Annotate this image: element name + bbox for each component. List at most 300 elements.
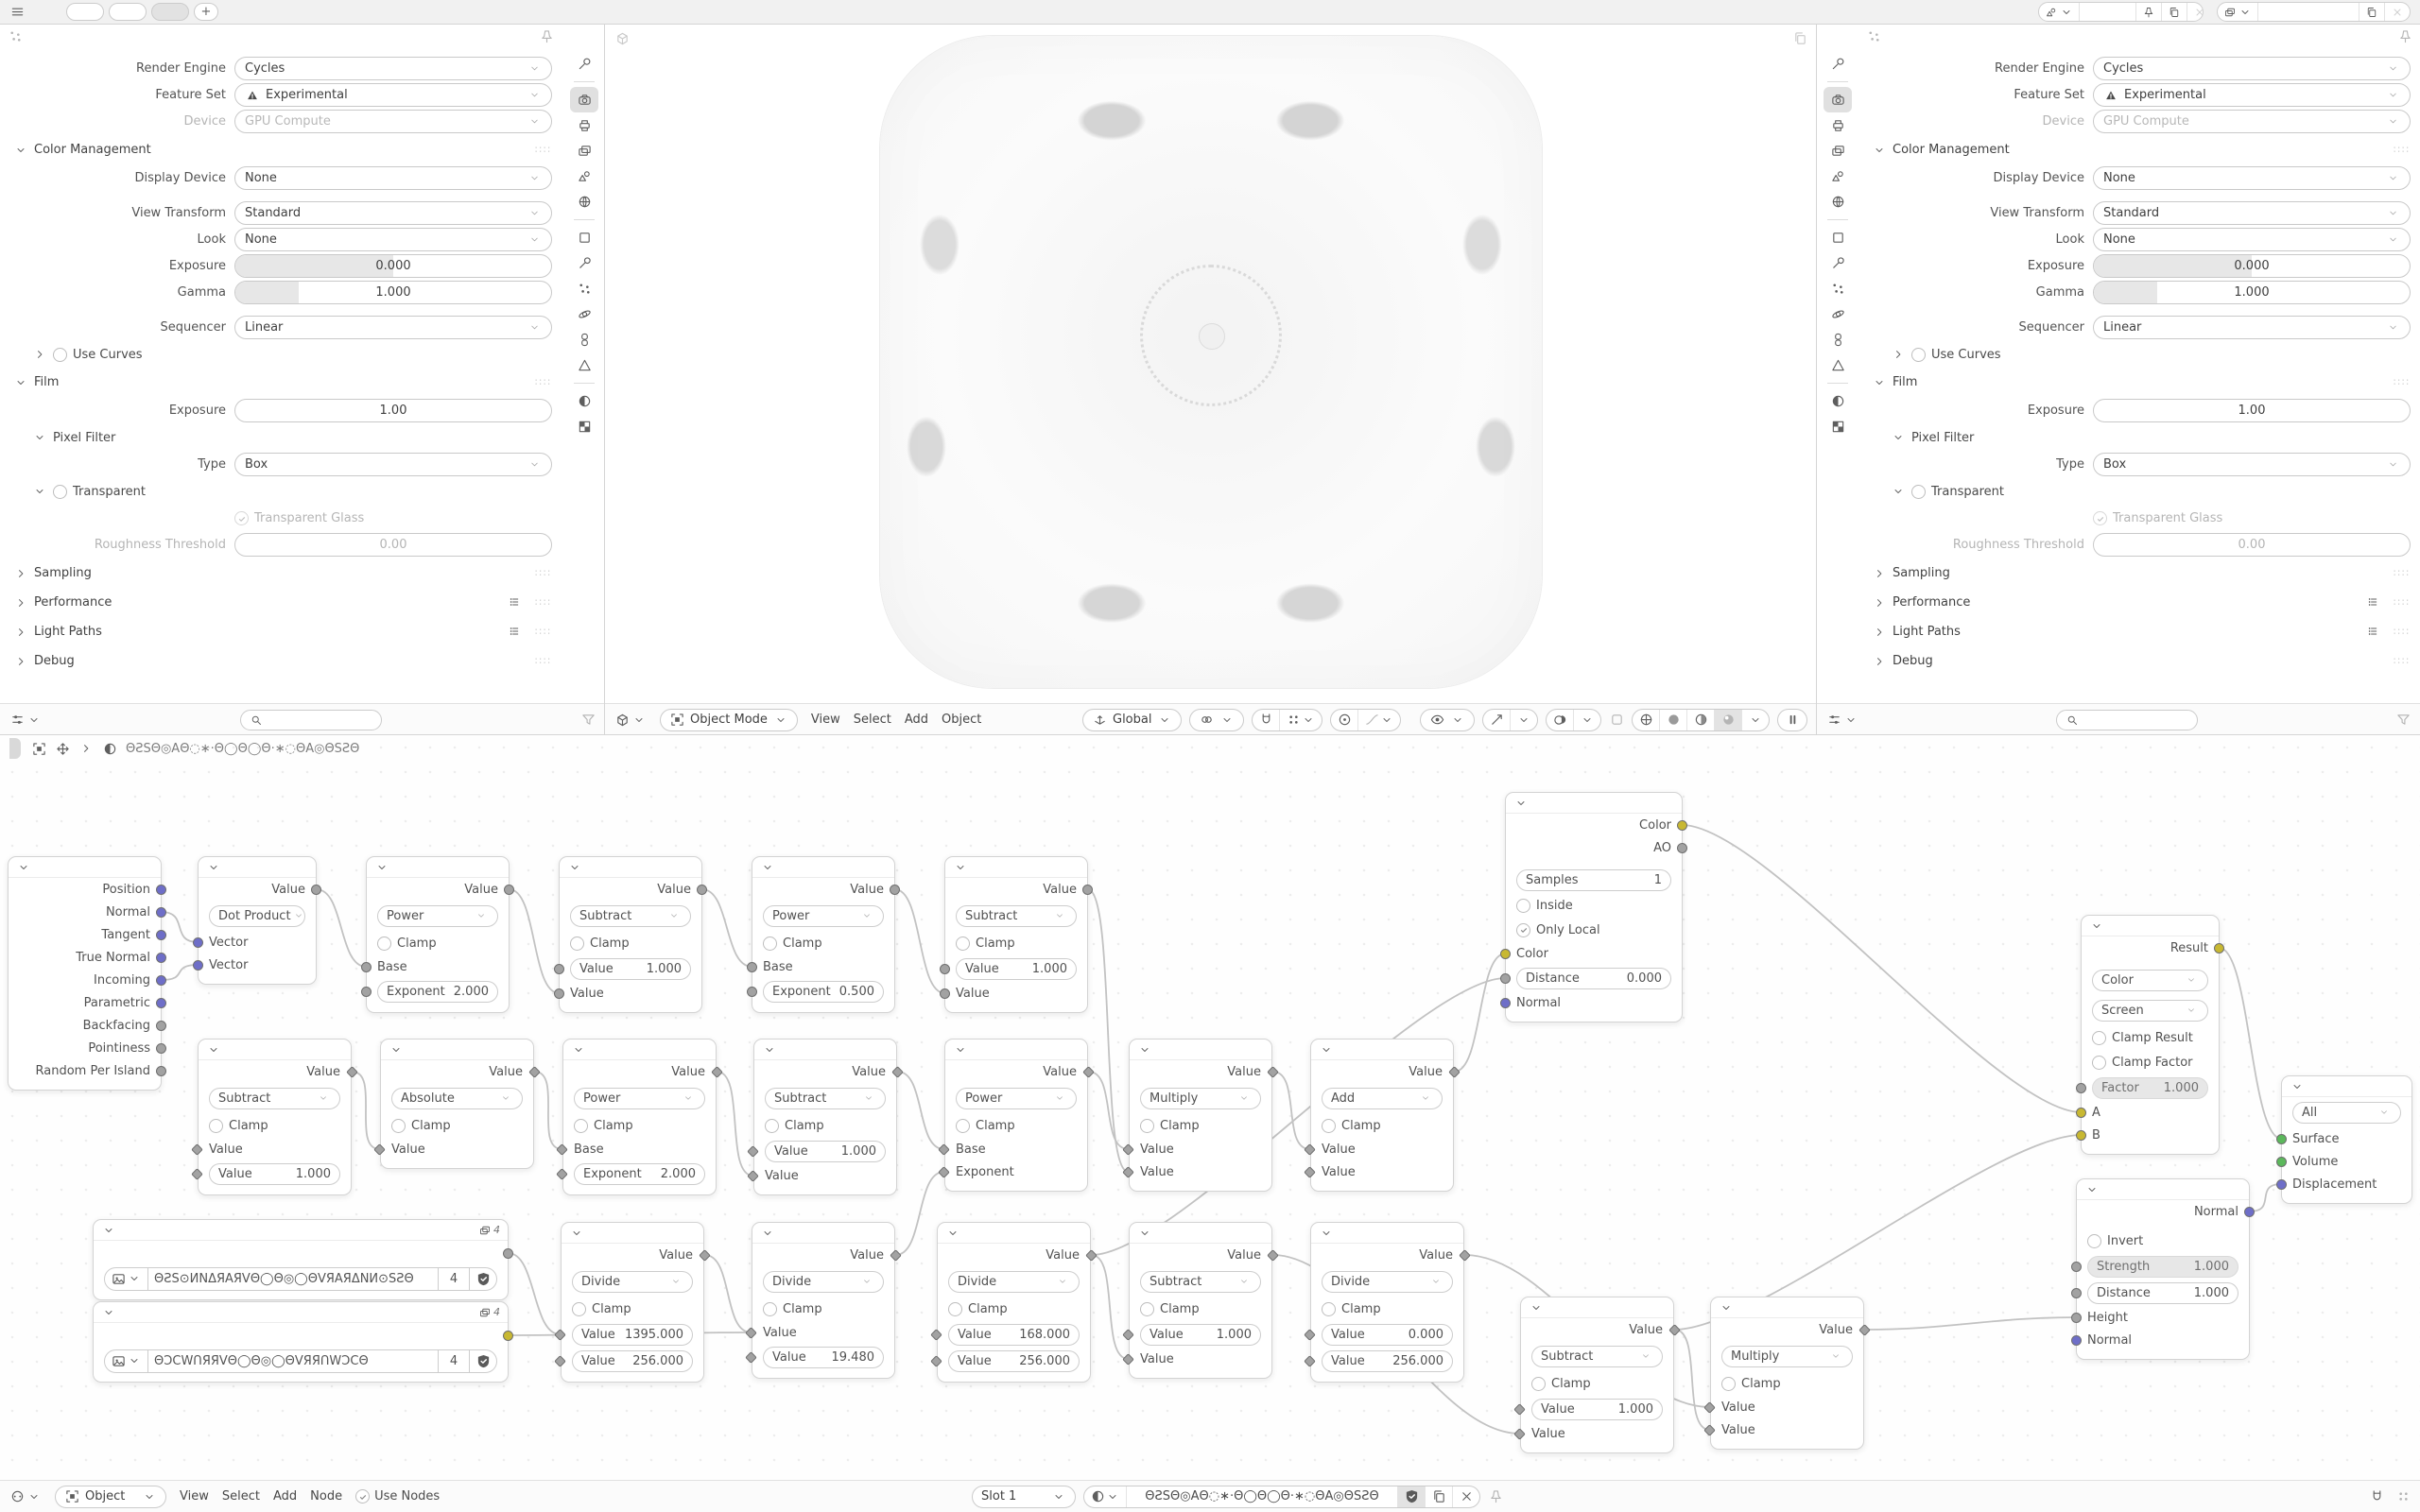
editor-type-button[interactable] xyxy=(614,713,647,728)
power-enum[interactable]: Power xyxy=(377,905,498,927)
transparent-glass-checkbox[interactable]: Transparent Glass xyxy=(234,507,364,530)
new-workspace-tab[interactable]: + xyxy=(194,3,218,21)
image-users-count[interactable]: 4 xyxy=(438,1267,470,1291)
properties-tab-texture[interactable] xyxy=(570,414,598,439)
pause-render-button[interactable] xyxy=(1777,709,1807,731)
clamp-checkbox[interactable]: Clamp xyxy=(563,1113,716,1138)
node-header[interactable] xyxy=(1311,1040,1453,1060)
clamp-checkbox[interactable]: Clamp xyxy=(752,931,894,955)
image-browse[interactable] xyxy=(104,1267,148,1291)
scene-selector[interactable] xyxy=(2038,2,2204,22)
transform-orientation-select[interactable]: Global xyxy=(1082,709,1182,731)
collapse-icon[interactable] xyxy=(374,860,389,875)
section-light-paths[interactable]: Light Paths ∷∷ xyxy=(0,617,562,646)
socket-value2[interactable] xyxy=(554,988,564,999)
section-debug[interactable]: Debug ∷∷ xyxy=(1858,646,2420,676)
options-icon[interactable] xyxy=(2395,1489,2411,1504)
snapping-icon[interactable] xyxy=(2369,1489,2384,1504)
all-enum[interactable]: All xyxy=(2292,1102,2401,1124)
properties-tab-world[interactable] xyxy=(570,189,598,215)
socket-position[interactable] xyxy=(156,885,166,895)
socket-height[interactable] xyxy=(2071,1313,2082,1323)
unlink-material-button[interactable] xyxy=(1453,1486,1479,1507)
exponent-field[interactable]: Exponent 0.500 xyxy=(763,981,884,1003)
node-sub2[interactable] xyxy=(944,856,1088,1013)
properties-tab-object[interactable] xyxy=(570,225,598,250)
node-header[interactable] xyxy=(1130,1040,1271,1060)
subtract-enum[interactable]: Subtract xyxy=(765,1088,886,1109)
collapse-icon[interactable] xyxy=(389,1042,404,1057)
fake-user-toggle[interactable] xyxy=(1398,1486,1426,1507)
image-name-field[interactable]: ΘƆCWՈЯЯVΘ◯Θ◎◯ΘVЯЯՈWƆCΘ xyxy=(147,1349,439,1373)
roughness-threshold-slider[interactable]: 0.00 xyxy=(234,533,552,557)
subtract-enum[interactable]: Subtract xyxy=(956,905,1077,927)
only-local-checkbox[interactable]: Only Local xyxy=(1506,918,1682,942)
node-pow11[interactable] xyxy=(944,1039,1088,1192)
section-color-management[interactable]: Color Management ∷∷ xyxy=(0,135,562,164)
node-mix[interactable] xyxy=(2081,915,2220,1155)
node-menu-view[interactable]: View xyxy=(180,1489,209,1503)
collapse-icon[interactable] xyxy=(1513,796,1529,811)
material-slot-select[interactable]: Slot 1 xyxy=(972,1486,1076,1508)
socket-vector[interactable] xyxy=(193,937,203,948)
socket-result[interactable] xyxy=(2214,943,2224,954)
collapse-icon[interactable] xyxy=(571,1042,586,1057)
scene-name-field[interactable] xyxy=(2080,3,2136,21)
factor-field[interactable]: Factor 1.000 xyxy=(2092,1077,2208,1099)
socket-color[interactable] xyxy=(1677,820,1687,831)
socket-random per island[interactable] xyxy=(156,1066,166,1076)
node-header[interactable] xyxy=(1506,793,1682,814)
section-sampling[interactable]: Sampling ∷∷ xyxy=(1858,558,2420,588)
node-header[interactable] xyxy=(754,1040,896,1060)
clamp-checkbox[interactable]: Clamp xyxy=(199,1113,351,1138)
section-film[interactable]: Film ∷∷ xyxy=(1858,368,2420,397)
collapse-icon[interactable] xyxy=(1319,1226,1334,1241)
view-transform-select[interactable]: Standard xyxy=(234,201,552,225)
value-field[interactable]: Value 1.000 xyxy=(956,958,1077,980)
shading-rendered[interactable] xyxy=(1715,710,1742,730)
overlays-toggle[interactable] xyxy=(1547,710,1574,730)
collapse-icon[interactable] xyxy=(1319,1042,1334,1057)
node-menu-node[interactable]: Node xyxy=(310,1489,343,1503)
exposure-slider[interactable]: 0.000 xyxy=(2093,254,2411,278)
collapse-icon[interactable] xyxy=(101,1305,116,1320)
gizmo-toggle[interactable] xyxy=(1483,710,1511,730)
socket-value1[interactable] xyxy=(940,964,950,974)
node-d1[interactable] xyxy=(561,1222,704,1383)
properties-tab-physics[interactable] xyxy=(570,301,598,327)
filter-icon[interactable] xyxy=(580,713,596,728)
use-nodes-checkbox[interactable]: Use Nodes xyxy=(355,1489,440,1503)
display-device-select[interactable]: None xyxy=(2093,166,2411,190)
section-light-paths[interactable]: Light Paths ∷∷ xyxy=(1858,617,2420,646)
clamp-checkbox[interactable]: Clamp xyxy=(945,1113,1087,1138)
divide-enum[interactable]: Divide xyxy=(1322,1271,1453,1293)
area-corner-handle[interactable] xyxy=(9,738,21,759)
preset-icon[interactable] xyxy=(507,594,522,610)
socket-normal[interactable] xyxy=(2244,1207,2255,1217)
subsection-transparent[interactable]: Transparent xyxy=(1858,478,2420,505)
node-header[interactable] xyxy=(367,857,509,878)
node-header[interactable]: 4 xyxy=(94,1302,508,1323)
material-browse[interactable] xyxy=(1084,1486,1127,1507)
mode-select[interactable]: Object Mode xyxy=(660,709,798,731)
node-menu-add[interactable]: Add xyxy=(272,1489,298,1503)
look-select[interactable]: None xyxy=(234,228,552,251)
socket-value1[interactable] xyxy=(554,964,564,974)
node-header[interactable] xyxy=(2282,1076,2411,1097)
clamp-checkbox[interactable]: Clamp xyxy=(1711,1371,1863,1396)
multiply-enum[interactable]: Multiply xyxy=(1140,1088,1261,1109)
snap-settings[interactable] xyxy=(1280,710,1322,730)
overlays-settings[interactable] xyxy=(1574,710,1600,730)
transparent-glass-checkbox[interactable]: Transparent Glass xyxy=(2093,507,2222,530)
editor-type-button[interactable] xyxy=(9,713,42,728)
feature-set-select[interactable]: Experimental xyxy=(234,83,552,107)
properties-tab-output[interactable] xyxy=(1824,112,1852,138)
value-field[interactable]: Value 1395.000 xyxy=(572,1324,693,1346)
socket-value[interactable] xyxy=(890,885,900,895)
node-header[interactable] xyxy=(381,1040,533,1060)
properties-tab-scene[interactable] xyxy=(1824,163,1852,189)
image-users-count[interactable]: 4 xyxy=(438,1349,470,1373)
view-layer-name-field[interactable] xyxy=(2258,3,2360,21)
clamp-checkbox[interactable]: Clamp xyxy=(1311,1113,1453,1138)
properties-tab-data[interactable] xyxy=(1824,352,1852,378)
socket-normal2[interactable] xyxy=(2071,1335,2082,1346)
exponent-field[interactable]: Exponent 2.000 xyxy=(574,1163,705,1185)
socket-base[interactable] xyxy=(361,962,372,972)
collapse-icon[interactable] xyxy=(760,860,775,875)
gamma-slider[interactable]: 1.000 xyxy=(234,281,552,304)
proportional-falloff[interactable] xyxy=(1358,710,1400,730)
node-abs8[interactable] xyxy=(380,1039,534,1169)
node-header[interactable] xyxy=(1130,1223,1271,1244)
power-enum[interactable]: Power xyxy=(763,905,884,927)
clamp-checkbox[interactable]: Clamp xyxy=(752,1297,894,1321)
collapse-icon[interactable] xyxy=(16,860,31,875)
socket-exponent[interactable] xyxy=(747,987,757,997)
clamp-result-checkbox[interactable]: Clamp Result xyxy=(2082,1025,2219,1050)
clamp-checkbox[interactable]: Clamp xyxy=(754,1113,896,1138)
subtract-enum[interactable]: Subtract xyxy=(209,1088,340,1109)
value-field[interactable]: Value 1.000 xyxy=(1140,1324,1261,1346)
feature-set-select[interactable]: Experimental xyxy=(2093,83,2411,107)
collapse-icon[interactable] xyxy=(953,1042,968,1057)
properties-tab-scene[interactable] xyxy=(570,163,598,189)
fake-user-toggle[interactable] xyxy=(469,1267,497,1291)
viewport-menu-add[interactable]: Add xyxy=(904,713,929,727)
distance-field[interactable]: Distance 0.000 xyxy=(1516,968,1671,989)
gamma-slider[interactable]: 1.000 xyxy=(2093,281,2411,304)
socket-color[interactable] xyxy=(503,1248,513,1259)
strength-field[interactable]: Strength 1.000 xyxy=(2087,1256,2238,1278)
socket-color[interactable] xyxy=(503,1331,513,1341)
view-transform-select[interactable]: Standard xyxy=(2093,201,2411,225)
collapse-icon[interactable] xyxy=(2089,919,2104,934)
node-header[interactable] xyxy=(562,1223,703,1244)
section-film[interactable]: Film ∷∷ xyxy=(0,368,562,397)
clamp-factor-checkbox[interactable]: Clamp Factor xyxy=(2082,1050,2219,1074)
properties-tab-material[interactable] xyxy=(570,388,598,414)
node-mul12[interactable] xyxy=(1129,1039,1272,1192)
socket-value[interactable] xyxy=(311,885,321,895)
properties-tab-physics[interactable] xyxy=(1824,301,1852,327)
copy-icon[interactable] xyxy=(2364,5,2379,20)
node-header[interactable] xyxy=(199,1040,351,1060)
node-ao[interactable] xyxy=(1505,792,1683,1022)
collapse-icon[interactable] xyxy=(762,1042,777,1057)
node-pow2[interactable] xyxy=(752,856,895,1013)
node-s7[interactable] xyxy=(198,1039,352,1195)
viewport-options-icon[interactable] xyxy=(1792,30,1807,45)
viewport-menu-view[interactable]: View xyxy=(810,713,840,727)
node-header[interactable] xyxy=(2077,1179,2249,1200)
divide-enum[interactable]: Divide xyxy=(948,1271,1080,1293)
section-color-management[interactable]: Color Management ∷∷ xyxy=(1858,135,2420,164)
node-header[interactable] xyxy=(945,1040,1087,1060)
viewport-menu-object[interactable]: Object xyxy=(942,713,982,727)
socket-parametric[interactable] xyxy=(156,998,166,1008)
preset-icon[interactable] xyxy=(2365,594,2380,610)
collapse-icon[interactable] xyxy=(945,1226,960,1241)
node-matout[interactable] xyxy=(2281,1075,2412,1204)
properties-tab-render[interactable] xyxy=(1824,87,1852,112)
node-canvas[interactable] xyxy=(0,735,2420,1480)
node-d2[interactable] xyxy=(752,1222,895,1379)
node-d4[interactable] xyxy=(1129,1222,1272,1379)
node-dot[interactable] xyxy=(198,856,317,985)
subsection-pixel-filter[interactable]: Pixel Filter xyxy=(1858,424,2420,451)
shader-node-editor[interactable] xyxy=(0,735,2420,1512)
shader-type-select[interactable]: Object xyxy=(55,1486,166,1508)
node-header[interactable] xyxy=(938,1223,1090,1244)
pin-icon[interactable] xyxy=(539,28,554,43)
socket-tangent[interactable] xyxy=(156,930,166,940)
node-sub1[interactable] xyxy=(559,856,702,1013)
section-debug[interactable]: Debug ∷∷ xyxy=(0,646,562,676)
clamp-checkbox[interactable]: Clamp xyxy=(381,1113,533,1138)
socket-value[interactable] xyxy=(504,885,514,895)
pin-icon[interactable] xyxy=(2141,5,2156,20)
roughness-threshold-slider[interactable]: 0.00 xyxy=(2093,533,2411,557)
clamp-checkbox[interactable]: Clamp xyxy=(938,1297,1090,1321)
socket-incoming[interactable] xyxy=(156,975,166,986)
socket-colorin[interactable] xyxy=(1500,949,1511,959)
inside-checkbox[interactable]: Inside xyxy=(1506,893,1682,918)
node-d5[interactable] xyxy=(1310,1222,1464,1383)
object-visibility-select[interactable] xyxy=(1420,709,1475,731)
shading-settings[interactable] xyxy=(1742,710,1769,730)
node-header[interactable] xyxy=(563,1040,716,1060)
exposure-slider[interactable]: 1.00 xyxy=(2093,399,2411,422)
socket-distance[interactable] xyxy=(2071,1288,2082,1298)
node-header[interactable] xyxy=(9,857,161,878)
node-sub10[interactable] xyxy=(753,1039,897,1195)
workspace-tab-1[interactable] xyxy=(66,3,104,21)
viewport-3d[interactable] xyxy=(605,25,1817,735)
node-d3[interactable] xyxy=(937,1222,1091,1383)
value-field[interactable]: Value 0.000 xyxy=(1322,1324,1453,1346)
proportional-edit-toggle[interactable] xyxy=(1331,710,1358,730)
editor-type-button[interactable] xyxy=(9,1489,42,1504)
collapse-icon[interactable] xyxy=(1137,1226,1152,1241)
render-engine-select[interactable]: Cycles xyxy=(2093,57,2411,80)
properties-tab-object[interactable] xyxy=(1824,225,1852,250)
socket-strength[interactable] xyxy=(2071,1262,2082,1272)
type-select[interactable]: Box xyxy=(2093,453,2411,476)
properties-tab-tool[interactable] xyxy=(570,51,598,77)
collapse-icon[interactable] xyxy=(206,860,221,875)
socket-value2[interactable] xyxy=(940,988,950,999)
exposure-slider[interactable]: 1.00 xyxy=(234,399,552,422)
editor-type-button[interactable] xyxy=(1826,713,1858,728)
distance-field[interactable]: Distance 1.000 xyxy=(2087,1282,2238,1304)
collapse-icon[interactable] xyxy=(1719,1300,1734,1315)
device-select[interactable]: GPU Compute xyxy=(234,110,552,133)
value-field[interactable]: Value 168.000 xyxy=(948,1324,1080,1346)
collapse-icon[interactable] xyxy=(1529,1300,1544,1315)
collapse-icon[interactable] xyxy=(101,1223,116,1238)
properties-tab-render[interactable] xyxy=(570,87,598,112)
clamp-checkbox[interactable]: Clamp xyxy=(1130,1113,1271,1138)
shading-solid[interactable] xyxy=(1660,710,1687,730)
multiply-enum[interactable]: Multiply xyxy=(1721,1346,1853,1367)
properties-tab-texture[interactable] xyxy=(1824,414,1852,439)
collapse-icon[interactable] xyxy=(569,1226,584,1241)
properties-tab-constraints[interactable] xyxy=(1824,327,1852,352)
copy-icon[interactable] xyxy=(2167,5,2182,20)
gizmo-settings[interactable] xyxy=(1511,710,1537,730)
properties-tab-modifiers[interactable] xyxy=(1824,250,1852,276)
subsection-use-curves[interactable]: Use Curves xyxy=(1858,341,2420,368)
pin-icon[interactable] xyxy=(2397,28,2412,43)
subtract-enum[interactable]: Subtract xyxy=(1140,1271,1261,1293)
shading-wireframe[interactable] xyxy=(1633,710,1660,730)
pin-icon[interactable] xyxy=(1488,1489,1503,1504)
invert-checkbox[interactable]: Invert xyxy=(2077,1228,2249,1253)
socket-pointiness[interactable] xyxy=(156,1043,166,1054)
value-field[interactable]: Value 1.000 xyxy=(209,1163,340,1185)
color-enum[interactable]: Color xyxy=(2092,970,2208,991)
subtract-enum[interactable]: Subtract xyxy=(1531,1346,1663,1367)
value-field[interactable]: Value 1.000 xyxy=(765,1141,886,1162)
socket-exponent[interactable] xyxy=(361,987,372,997)
node-add13[interactable] xyxy=(1310,1039,1454,1192)
collapse-icon[interactable] xyxy=(2290,1079,2305,1094)
node-header[interactable] xyxy=(1711,1297,1863,1318)
clamp-checkbox[interactable]: Clamp xyxy=(1311,1297,1463,1321)
clamp-checkbox[interactable]: Clamp xyxy=(1130,1297,1271,1321)
node-t1[interactable] xyxy=(93,1219,509,1300)
view-layer-selector[interactable] xyxy=(2217,2,2411,22)
properties-tab-material[interactable] xyxy=(1824,388,1852,414)
type-select[interactable]: Box xyxy=(234,453,552,476)
section-performance[interactable]: Performance ∷∷ xyxy=(0,588,562,617)
power-enum[interactable]: Power xyxy=(574,1088,705,1109)
section-sampling[interactable]: Sampling ∷∷ xyxy=(0,558,562,588)
preset-icon[interactable] xyxy=(507,624,522,639)
node-header[interactable] xyxy=(752,857,894,878)
node-pow1[interactable] xyxy=(366,856,510,1013)
socket-volume[interactable] xyxy=(2276,1157,2287,1167)
collapse-icon[interactable] xyxy=(206,1042,221,1057)
node-header[interactable] xyxy=(199,857,316,878)
properties-tab-tool[interactable] xyxy=(1824,51,1852,77)
material-name-field[interactable]: ΘƧSΘ◎AΘ◌∗·Θ◯Θ◯Θ·∗◌ΘA◎ΘSƧΘ xyxy=(1127,1486,1398,1507)
divide-enum[interactable]: Divide xyxy=(763,1271,884,1293)
collapse-icon[interactable] xyxy=(953,860,968,875)
exponent-field[interactable]: Exponent 2.000 xyxy=(377,981,498,1003)
divide-enum[interactable]: Divide xyxy=(572,1271,693,1293)
absolute-enum[interactable]: Absolute xyxy=(391,1088,523,1109)
workspace-tab-3[interactable] xyxy=(151,3,189,21)
clamp-checkbox[interactable]: Clamp xyxy=(945,931,1087,955)
add-enum[interactable]: Add xyxy=(1322,1088,1443,1109)
collapse-icon[interactable] xyxy=(760,1226,775,1241)
sequencer-select[interactable]: Linear xyxy=(234,316,552,339)
subsection-transparent[interactable]: Transparent xyxy=(0,478,562,505)
subtract-enum[interactable]: Subtract xyxy=(570,905,691,927)
sequencer-select[interactable]: Linear xyxy=(2093,316,2411,339)
socket-value[interactable] xyxy=(1082,885,1093,895)
display-device-select[interactable]: None xyxy=(234,166,552,190)
clamp-checkbox[interactable]: Clamp xyxy=(560,931,701,955)
power-enum[interactable]: Power xyxy=(956,1088,1077,1109)
workspace-tab-2[interactable] xyxy=(109,3,147,21)
clamp-checkbox[interactable]: Clamp xyxy=(562,1297,703,1321)
socket-b[interactable] xyxy=(2076,1130,2086,1141)
node-header[interactable] xyxy=(1521,1297,1673,1318)
properties-tab-modifiers[interactable] xyxy=(570,250,598,276)
subsection-pixel-filter[interactable]: Pixel Filter xyxy=(0,424,562,451)
socket-true normal[interactable] xyxy=(156,953,166,963)
node-header[interactable] xyxy=(945,857,1087,878)
render-engine-select[interactable]: Cycles xyxy=(234,57,552,80)
screen-enum[interactable]: Screen xyxy=(2092,1000,2208,1022)
image-name-field[interactable]: ΘƧS⊙ИΝΔЯΑЯVΘ◯Θ◎◯ΘVЯΑЯΔΝИ⊙SƧΘ xyxy=(147,1267,439,1291)
properties-tab-viewlayer[interactable] xyxy=(570,138,598,163)
value-field[interactable]: Value 1.000 xyxy=(570,958,691,980)
node-geo[interactable] xyxy=(8,856,162,1091)
properties-tab-viewlayer[interactable] xyxy=(1824,138,1852,163)
preset-icon[interactable] xyxy=(2365,624,2380,639)
section-performance[interactable]: Performance ∷∷ xyxy=(1858,588,2420,617)
socket-a[interactable] xyxy=(2076,1108,2086,1118)
node-d7[interactable] xyxy=(1710,1297,1864,1450)
node-header[interactable] xyxy=(1311,1223,1463,1244)
socket-normal[interactable] xyxy=(156,907,166,918)
samples-field[interactable]: Samples 1 xyxy=(1516,869,1671,891)
node-bump[interactable] xyxy=(2076,1178,2250,1360)
socket-factor[interactable] xyxy=(2076,1083,2086,1093)
node-header[interactable] xyxy=(560,857,701,878)
look-select[interactable]: None xyxy=(2093,228,2411,251)
value-field[interactable]: Value 256.000 xyxy=(1322,1350,1453,1372)
collapse-icon[interactable] xyxy=(1137,1042,1152,1057)
viewport-menu-select[interactable]: Select xyxy=(853,713,891,727)
properties-tab-particles[interactable] xyxy=(570,276,598,301)
value-field[interactable]: Value 19.480 xyxy=(763,1347,884,1368)
device-select[interactable]: GPU Compute xyxy=(2093,110,2411,133)
value-field[interactable]: Value 256.000 xyxy=(572,1350,693,1372)
collapse-icon[interactable] xyxy=(2084,1182,2100,1197)
subsection-use-curves[interactable]: Use Curves xyxy=(0,341,562,368)
properties-tab-particles[interactable] xyxy=(1824,276,1852,301)
node-d6[interactable] xyxy=(1520,1297,1674,1453)
dot-product-enum[interactable]: Dot Product xyxy=(209,905,305,927)
